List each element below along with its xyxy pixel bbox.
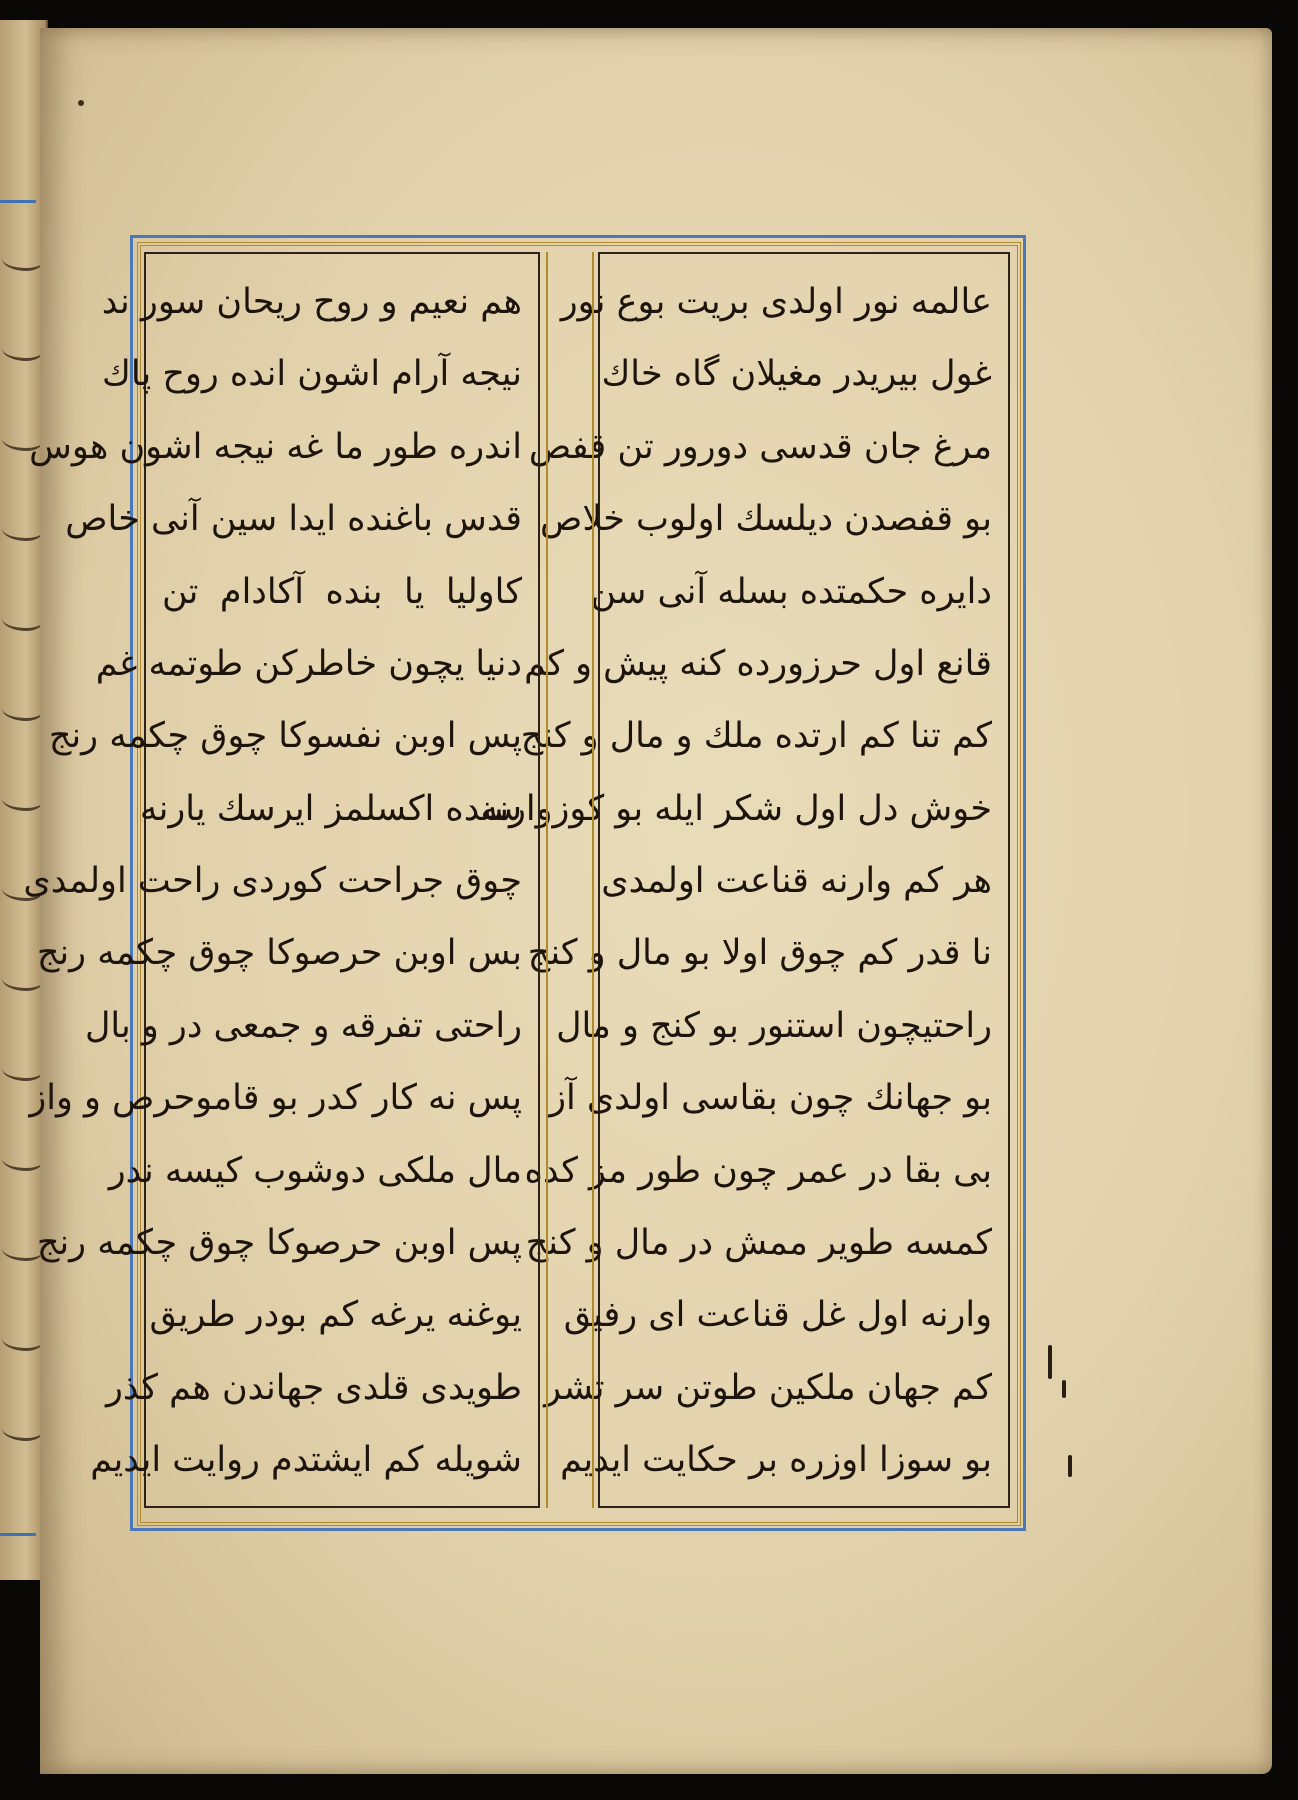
- verse-column-left: [23, 252, 540, 1508]
- verse-line: پس نه کار کدر بو قاموحرص و واز: [29, 1078, 522, 1119]
- margin-ink-mark: [1048, 1345, 1052, 1379]
- verse-line: طویدی قلدی جهاندن هم کذر: [106, 1367, 522, 1408]
- verse-line: نیجه آرام اشون انده روح پاك: [102, 354, 522, 395]
- verse-line: دنیا یچون خاطرکن طوتمه غم: [95, 643, 522, 684]
- verse-line: سنده اکسلمز ایرسك یارنه: [139, 788, 522, 829]
- verse-line: بو جهانك چون بقاسی اولدی آز: [549, 1078, 992, 1119]
- verse-line: مال ملکی دوشوب کیسه ندر: [108, 1150, 522, 1191]
- verse-line: راحتی تفرقه و جمعی در و بال: [84, 1005, 522, 1046]
- verse-line: بو سوزا اوزره بر حکایت ایدیم: [560, 1440, 992, 1480]
- column-gutter-rule: [592, 252, 594, 1508]
- verse-line: نا قدر کم چوق اولا بو مال و کنج: [527, 933, 992, 974]
- verse-line: پس اوبن نفسوکا چوق چکمه رنج: [48, 716, 522, 757]
- verse-line: قانع اول حرزورده کنه پیش و کم: [524, 643, 992, 684]
- verse-line: کم جهان ملکین طوتن سر تشر: [544, 1367, 992, 1408]
- verse-line: قدس باغنده ایدا سین آنی خاص: [65, 499, 522, 540]
- verse-line: یوغنه یرغه کم بودر طریق: [149, 1295, 522, 1336]
- column-gutter-rule: [546, 252, 548, 1508]
- verse-column-right: [480, 252, 1010, 1508]
- verse-line: کم تنا کم ارتده ملك و مال و کنج: [520, 716, 992, 757]
- verse-line: مرغ جان قدسی دورور تن قفص: [528, 426, 992, 467]
- margin-ink-mark: [1068, 1455, 1072, 1477]
- verse-line: غول بیریدر مغیلان گاه خاك: [601, 354, 992, 395]
- verse-line: وارنه اول غل قناعت ای رفیق: [563, 1295, 992, 1336]
- verse-line: بس اوبن حرصوکا چوق چکمه رنج: [36, 933, 522, 974]
- verse-line: کمسه طویر ممش در مال و کنج: [525, 1222, 992, 1263]
- page-speck: [78, 100, 84, 106]
- verse-line: هر کم وارنه قناعت اولمدی: [601, 861, 992, 901]
- verse-line: کاولیا یا بنده آکادام تن: [162, 571, 522, 612]
- margin-ink-mark: [1062, 1380, 1066, 1398]
- verse-line: هم نعیم و روح ریحان سور ند: [101, 282, 522, 322]
- verse-line: بو قفصدن دیلسك اولوب خلاص: [540, 499, 992, 540]
- verse-line: پس اوبن حرصوکا چوق چکمه رنج: [36, 1222, 522, 1263]
- verse-line: اندره طور ما غه نیجه اشون هوس: [29, 426, 522, 467]
- verse-line: شویله کم ایشتدم روایت ایدیم: [90, 1440, 522, 1480]
- verse-line: عالمه نور اولدی بریت بوع نور: [560, 282, 992, 322]
- verse-line: دایره حکمتده بسله آنی سن: [590, 571, 992, 612]
- verse-line: بی بقا در عمر چون طور مز کده: [524, 1150, 992, 1191]
- verse-line: چوق جراحت کوردی راحت اولمدی: [23, 861, 522, 901]
- verse-line: راحتیچون استنور بو کنج و مال: [556, 1005, 992, 1046]
- verse-line: خوش دل اول شکر ایله بو کوزوارنه: [480, 788, 992, 829]
